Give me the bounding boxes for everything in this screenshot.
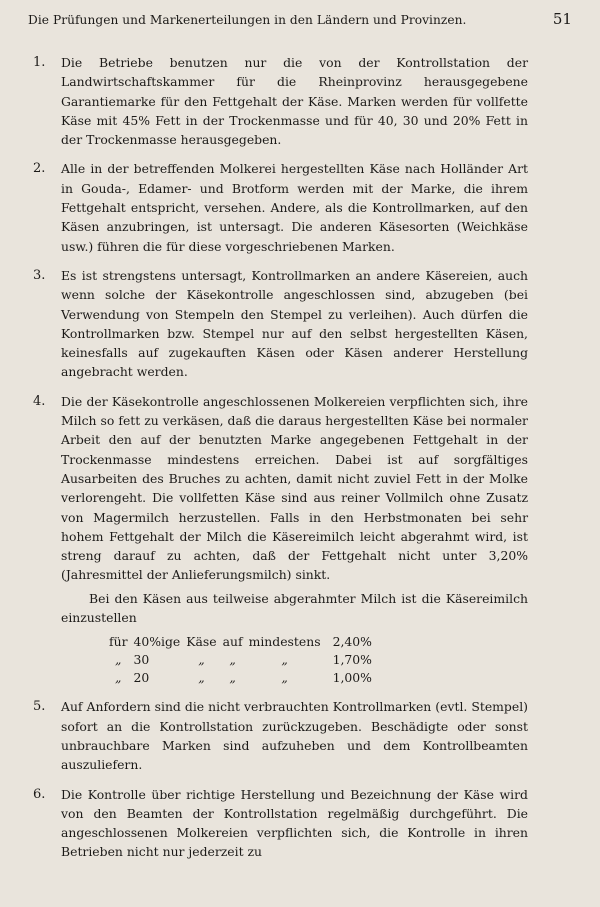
list-item-3 (33, 266, 528, 382)
list-item-2 (33, 159, 528, 255)
item-text: Die Betriebe benutzen nur die von der Kontrollstation der Landwirtschaftskammer für die Rheinprovinz herausgegebene Garantiemarke für den Fettgehalt der Käse. Marken werden für vollfette Käse mit 45% Fett in der Trockenmasse und für 40, 30 und 20% Fett in der Trockenmasse herausgegeben. (61, 55, 528, 148)
item-number: 1. (33, 55, 46, 70)
page-number: 51 (552, 10, 572, 28)
item-subparagraph: Bei den Käsen aus teilweise abgerahmter Milch ist die Käsereimilch einzustellen (61, 590, 528, 626)
item-text: Auf Anfordern sind die nicht verbrauchten Kontrollmarken (evtl. Stempel) sofort an die Kontrollstation zurückzugeben. Beschädigte oder sonst unbrauchbare Marken sind aufzuheben und dem Kontrollbeamten auszuliefern. (61, 699, 528, 773)
table-cell: mindestens (248, 634, 321, 650)
list-item-4 (33, 392, 528, 688)
list-item-5 (33, 697, 528, 774)
table-cell: 40%ige (133, 634, 181, 650)
table-row (109, 633, 378, 651)
table-cell: „ (115, 652, 122, 668)
table-cell: „ (229, 652, 236, 668)
table-cell: „ (198, 652, 205, 668)
numbered-list (33, 53, 528, 872)
item-text: Alle in der betreffenden Molkerei hergestellten Käse nach Holländer Art in Gouda-, Edamer- und Brotform werden mit der Marke, die ihrem Fettgehalt entspricht, versehen. Andere, als die Kontrollmarken, auf den Käsen anzubringen, ist untersagt. Die anderen Käsesorten (Weichkäse usw.) führen die für diese vorgeschriebenen Marken. (61, 161, 528, 254)
table-cell: 20 (133, 670, 150, 686)
list-item-6 (33, 785, 528, 862)
list-item-1 (33, 53, 528, 149)
table-cell-percent: 1,00% (332, 670, 372, 686)
table-cell: „ (281, 652, 288, 668)
item-number: 4. (33, 393, 46, 409)
fat-content-table (109, 633, 378, 687)
table-cell: auf (222, 634, 243, 650)
item-number: 3. (33, 267, 46, 283)
table-row (109, 669, 378, 687)
item-text: Die Kontrolle über richtige Herstellung und Bezeichnung der Käse wird von den Beamten der Kontrollstation regelmäßig durchgeführt. Die angeschlossenen Molkereien verpflichten sich, die Kontrolle in ihren Betrieben nicht nur jederzeit zu (61, 786, 528, 860)
item-number: 5. (33, 699, 46, 715)
running-header (28, 10, 572, 28)
table-row (109, 651, 378, 669)
table-cell: „ (229, 670, 236, 686)
table-cell: Käse (186, 634, 217, 650)
header-title: Die Prüfungen und Markenerteilungen in den Ländern und Provinzen. (28, 13, 467, 27)
table-cell-percent: 2,40% (332, 634, 372, 650)
table-cell: „ (198, 670, 205, 686)
table-cell: „ (281, 670, 288, 686)
item-text: Die der Käsekontrolle angeschlossenen Molkereien verpflichten sich, ihre Milch so fett zu verkäsen, daß die daraus hergestellten Käse bei normaler Arbeit den auf der benutzten Marke angegebenen Fettgehalt in der Trockenmasse mindestens erreichen. Dabei ist auf sorgfältiges Ausarbeiten des Bruches zu achten, damit nicht zuviel Fett in der Molke verlorengeht. Die vollfetten Käse sind aus reiner Vollmilch ohne Zusatz von Magermilch herzustellen. Falls in den Herbstmonaten bei sehr hohem Fettgehalt der Milch die Käsereimilch leicht abgerahmt wird, ist streng darauf zu achten, daß der Fettgehalt nicht unter 3,20% (Jahresmittel der Anlieferungsmilch) sinkt. (61, 393, 528, 583)
item-number: 6. (33, 786, 46, 802)
table-cell: für (109, 634, 128, 650)
item-number: 2. (33, 161, 46, 177)
table-cell-percent: 1,70% (332, 652, 372, 668)
item-text: Es ist strengstens untersagt, Kontrollmarken an andere Käsereien, auch wenn solche der Käsekontrolle angeschlossen sind, abzugeben (bei Verwendung von Stempeln den Stempel zu verleihen). Auch dürfen die Kontrollmarken bzw. Stempel nur auf den selbst hergestellten Käsen, keinesfalls auf zugekauften Käsen oder Käsen anderer Herstellung angebracht werden. (61, 267, 528, 380)
table-cell: 30 (133, 652, 150, 668)
table-cell: „ (115, 670, 122, 686)
